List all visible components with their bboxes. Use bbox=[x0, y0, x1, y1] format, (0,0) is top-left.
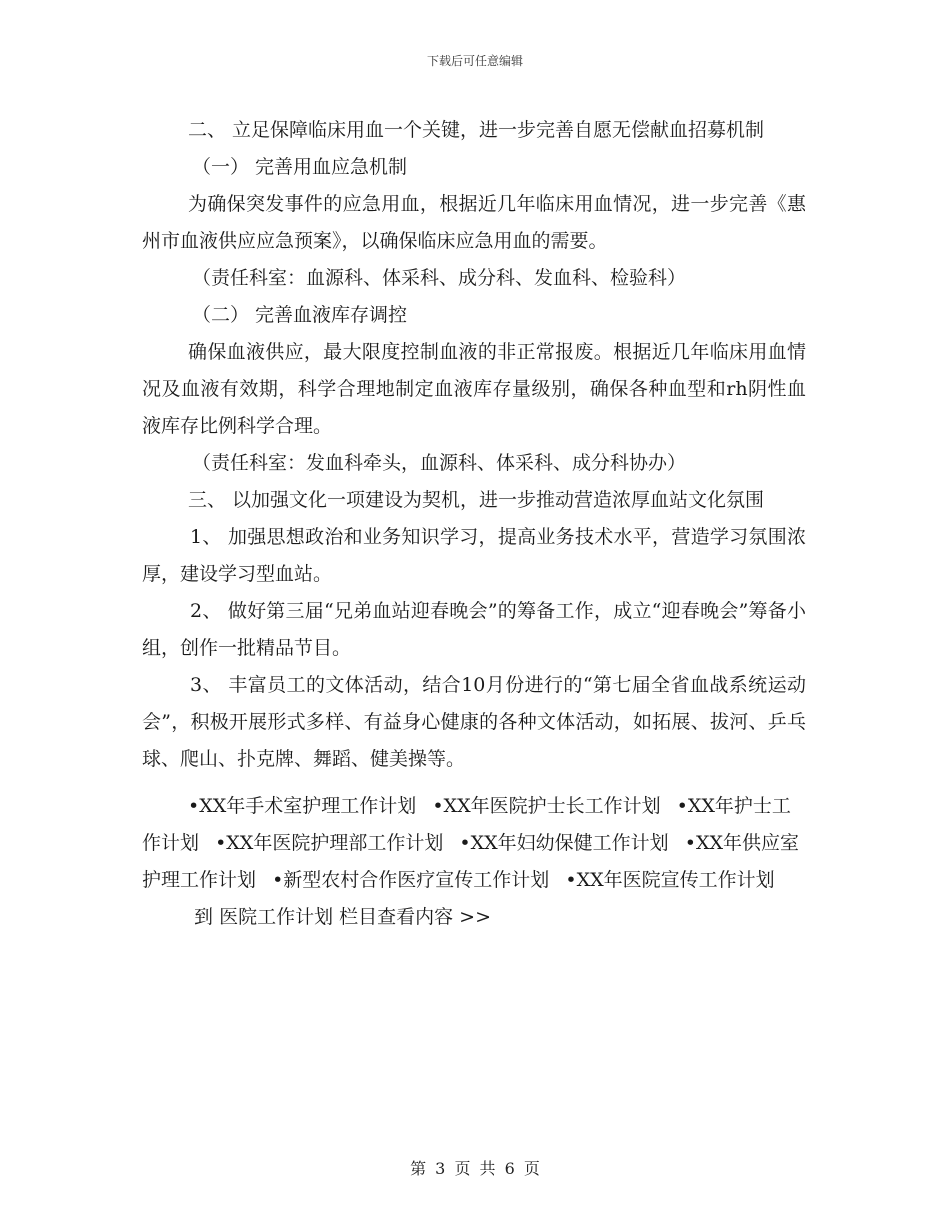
item-two: 2、 做好第三届“兄弟血站迎春晚会”的筹备工作，成立“迎春晚会”筹备小组，创作一批精品节目。 bbox=[142, 600, 806, 659]
section-two-heading: 二、 立足保障临床用血一个关键，进一步完善自愿无偿献血招募机制 bbox=[188, 119, 765, 141]
bullet-icon: • bbox=[432, 795, 444, 817]
bullet-icon: • bbox=[565, 869, 577, 891]
subsection-two-heading: （二） 完善血液库存调控 bbox=[192, 304, 408, 326]
related-link[interactable]: XX年护士工作计划 bbox=[142, 795, 791, 854]
related-link[interactable]: 新型农村合作医疗宣传工作计划 bbox=[283, 869, 550, 891]
bullet-icon: • bbox=[684, 832, 696, 854]
bullet-icon: • bbox=[272, 869, 284, 891]
item-one: 1、 加强思想政治和业务知识学习，提高业务技术水平，营造学习氛围浓厚，建设学习型血站。 bbox=[142, 526, 806, 585]
page-number: 第 3 页 共 6 页 bbox=[410, 1159, 540, 1178]
item-three: 3、 丰富员工的文体活动，结合10月份进行的“第七届全省血战系统运动会”，积极开展形式多样、有益身心健康的各种文体活动，如拓展、拔河、乒乓球、爬山、扑克牌、舞蹈、健美操等。 bbox=[142, 674, 806, 770]
related-link[interactable]: XX年医院宣传工作计划 bbox=[576, 869, 775, 891]
related-link[interactable]: XX年医院护士长工作计划 bbox=[443, 795, 661, 817]
subsection-one-heading: （一） 完善用血应急机制 bbox=[192, 156, 408, 178]
bullet-icon: • bbox=[676, 795, 688, 817]
page-header-note: 下载后可任意编辑 bbox=[426, 54, 523, 68]
goto-suffix-link[interactable]: 栏目查看内容 >> bbox=[339, 906, 492, 928]
bullet-icon: • bbox=[215, 832, 227, 854]
goto-prefix: 到 bbox=[194, 906, 214, 928]
related-links bbox=[142, 788, 806, 936]
section-three-heading: 三、 以加强文化一项建设为契机，进一步推动营造浓厚血站文化氛围 bbox=[188, 489, 765, 511]
related-link[interactable]: XX年供应室护理工作计划 bbox=[142, 832, 799, 891]
related-link[interactable]: XX年妇幼保健工作计划 bbox=[470, 832, 669, 854]
bullet-icon: • bbox=[459, 832, 471, 854]
subsection-one-responsibility: （责任科室：血源科、体采科、成分科、发血科、检验科） bbox=[192, 267, 687, 289]
document-body bbox=[142, 112, 806, 936]
related-link[interactable]: XX年医院护理部工作计划 bbox=[226, 832, 444, 854]
subsection-two-body: 确保血液供应，最大限度控制血液的非正常报废。根据近几年临床用血情况及血液有效期，科学合理地制定血液库存量级别，确保各种血型和rh阴性血液库存比例科学合理。 bbox=[142, 341, 806, 437]
subsection-two-responsibility: （责任科室：发血科牵头，血源科、体采科、成分科协办） bbox=[192, 452, 687, 474]
related-link[interactable]: XX年手术室护理工作计划 bbox=[199, 795, 417, 817]
subsection-one-body: 为确保突发事件的应急用血，根据近几年临床用血情况，进一步完善《惠州市血液供应应急预案》，以确保临床应急用血的需要。 bbox=[142, 193, 806, 252]
goto-category-link[interactable]: 医院工作计划 bbox=[219, 906, 334, 928]
bullet-icon: • bbox=[188, 795, 200, 817]
